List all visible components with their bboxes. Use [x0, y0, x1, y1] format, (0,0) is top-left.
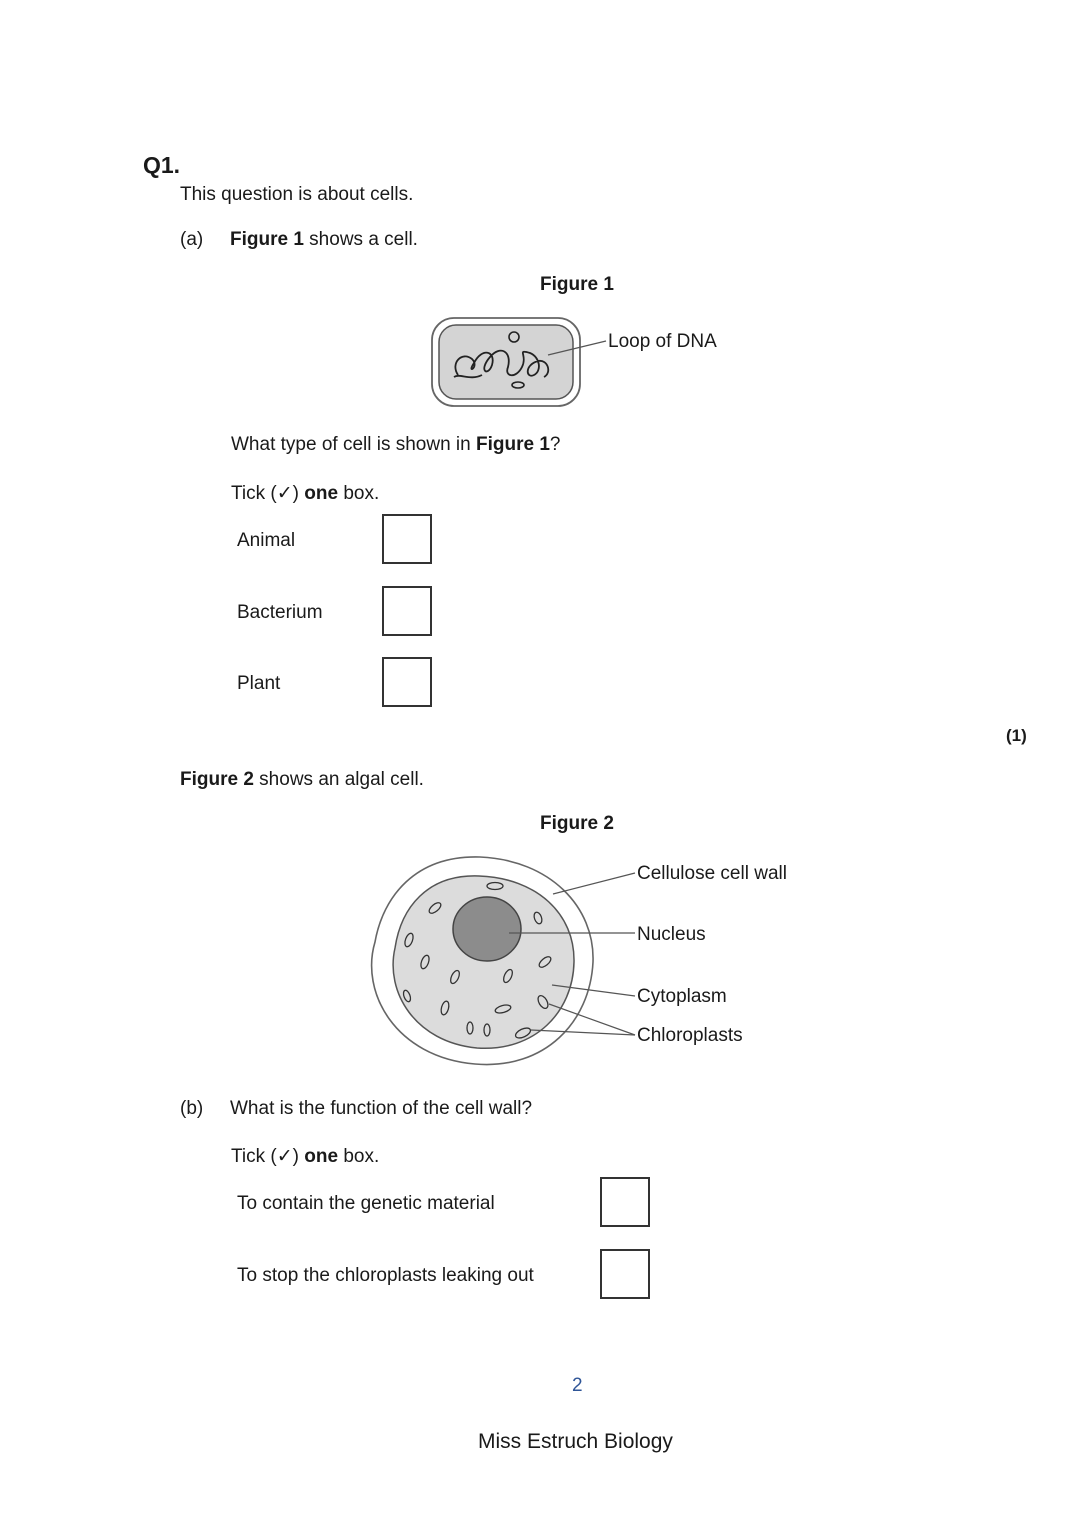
- part-a-tick-instruction: [231, 482, 379, 505]
- tick-instruction-text: Tick (✓): [231, 1146, 305, 1167]
- part-a-question-mark: ?: [549, 434, 561, 455]
- figure-1-title: Figure 1: [540, 274, 614, 295]
- label-chloroplasts: Chloroplasts: [637, 1025, 743, 1046]
- option-animal-checkbox[interactable]: [382, 514, 432, 564]
- figure-2-intro: [180, 769, 424, 791]
- tick-instruction-text: Tick (✓): [231, 483, 305, 504]
- question-intro: This question is about cells.: [180, 184, 414, 205]
- part-a-lead: [230, 229, 418, 251]
- part-b-tick-instruction: [231, 1145, 379, 1168]
- option-bacterium-label: Bacterium: [237, 602, 323, 623]
- figure-2-intro-rest: shows an algal cell.: [253, 769, 424, 790]
- figure-1-bacterium-diagram: [430, 315, 730, 410]
- part-a-question: [231, 434, 560, 456]
- tick-instruction-one: one: [304, 1146, 339, 1167]
- option-plant-checkbox[interactable]: [382, 657, 432, 707]
- figure-2-algal-cell-diagram: [355, 852, 645, 1072]
- question-number: Q1.: [143, 152, 181, 178]
- option-bacterium-checkbox[interactable]: [382, 586, 432, 636]
- footer-text: Miss Estruch Biology: [478, 1430, 673, 1453]
- label-loop-of-dna: Loop of DNA: [608, 331, 717, 352]
- part-b-label: (b): [180, 1098, 204, 1119]
- part-a-question-text: What type of cell is shown in: [231, 434, 476, 455]
- part-b-question: What is the function of the cell wall?: [230, 1098, 533, 1119]
- part-a-question-figure-ref: Figure 1: [476, 434, 550, 455]
- part-a-label: (a): [180, 229, 204, 250]
- option-chloroplasts-leaking-label: To stop the chloroplasts leaking out: [237, 1265, 534, 1286]
- figure-1-ref: Figure 1: [230, 229, 304, 250]
- part-a-lead-rest: shows a cell.: [303, 229, 418, 250]
- tick-instruction-box: box.: [338, 1146, 380, 1167]
- option-chloroplasts-leaking-checkbox[interactable]: [600, 1249, 650, 1299]
- tick-instruction-box: box.: [338, 483, 380, 504]
- figure-2-title: Figure 2: [540, 813, 614, 834]
- option-plant-label: Plant: [237, 673, 281, 694]
- option-genetic-material-checkbox[interactable]: [600, 1177, 650, 1227]
- option-genetic-material-label: To contain the genetic material: [237, 1193, 495, 1214]
- label-cytoplasm: Cytoplasm: [637, 986, 727, 1007]
- tick-instruction-one: one: [304, 483, 339, 504]
- option-animal-label: Animal: [237, 530, 296, 551]
- page-number: 2: [572, 1375, 583, 1396]
- figure-2-ref: Figure 2: [180, 769, 254, 790]
- label-cellulose-cell-wall: Cellulose cell wall: [637, 863, 787, 884]
- label-nucleus: Nucleus: [637, 924, 706, 945]
- marks-indicator: (1): [1006, 726, 1027, 745]
